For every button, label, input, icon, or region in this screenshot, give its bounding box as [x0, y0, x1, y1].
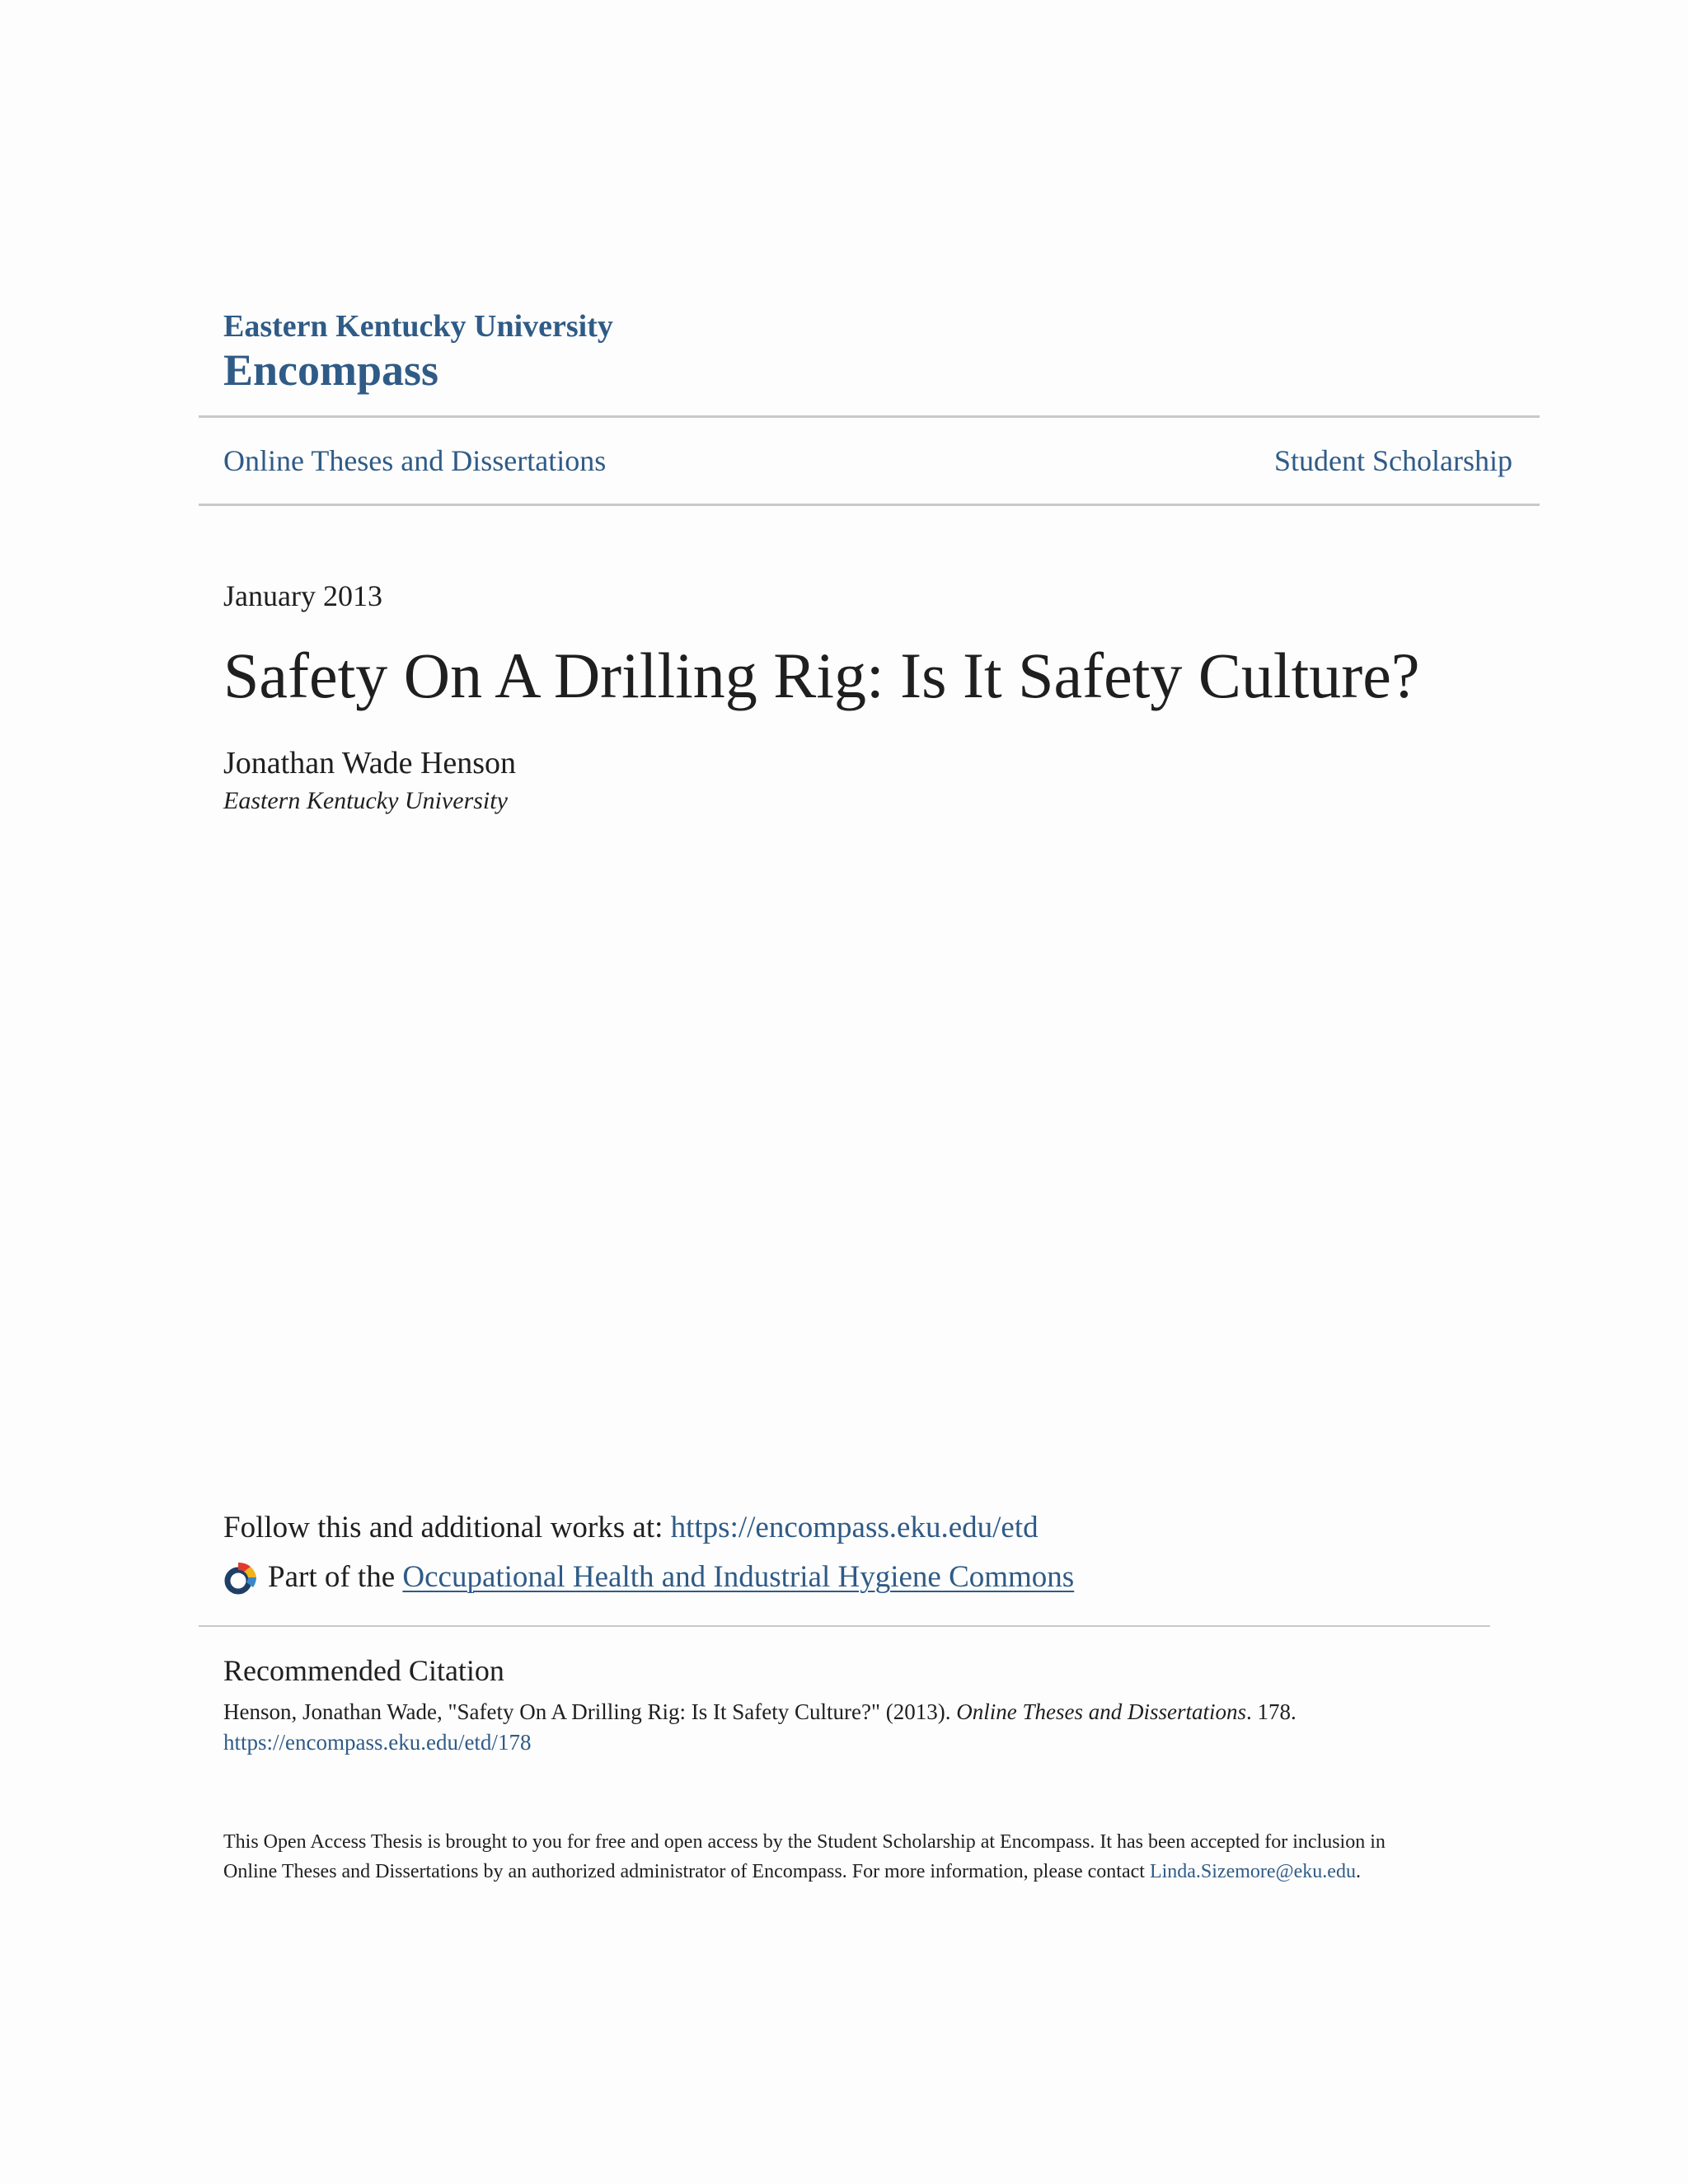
- institution-name: Eastern Kentucky University: [223, 309, 613, 344]
- commons-link[interactable]: Occupational Health and Industrial Hygiene Commons: [402, 1560, 1075, 1594]
- paper-title: Safety On A Drilling Rig: Is It Safety Culture?: [223, 640, 1420, 711]
- divider-top: [199, 415, 1540, 418]
- author-name: Jonathan Wade Henson: [223, 746, 517, 780]
- citation-body: Henson, Jonathan Wade, "Safety On A Drilling Rig: Is It Safety Culture?" (2013).: [223, 1699, 957, 1724]
- citation-number: . 178.: [1246, 1699, 1296, 1724]
- footer-notice-line2: [223, 1858, 1361, 1886]
- follow-prefix: Follow this and additional works at:: [223, 1511, 671, 1544]
- author-affiliation: Eastern Kentucky University: [223, 787, 508, 814]
- citation-heading: Recommended Citation: [223, 1654, 504, 1687]
- citation-url-link[interactable]: https://encompass.eku.edu/etd/178: [223, 1730, 532, 1755]
- divider-middle: [199, 504, 1540, 506]
- commons-prefix: Part of the: [268, 1560, 396, 1594]
- repository-name: Encompass: [223, 345, 439, 395]
- citation-series: Online Theses and Dissertations: [956, 1699, 1246, 1724]
- contact-email-link[interactable]: Linda.Sizemore@eku.edu: [1149, 1861, 1356, 1882]
- publication-date: January 2013: [223, 579, 382, 612]
- citation-text: [223, 1697, 1296, 1727]
- footer-line2-suffix: .: [1355, 1861, 1361, 1882]
- follow-line: [223, 1508, 1039, 1548]
- follow-url-link[interactable]: https://encompass.eku.edu/etd: [670, 1511, 1039, 1544]
- footer-notice-line1: This Open Access Thesis is brought to you for free and open access by the Student Scholarship at Encompass. It has been accepted for inclusion in: [223, 1831, 1386, 1853]
- footer-line2-text: Online Theses and Dissertations by an authorized administrator of Encompass. For more information, please contact: [223, 1861, 1150, 1882]
- divider-bottom: [199, 1625, 1490, 1627]
- student-scholarship-link[interactable]: Student Scholarship: [1274, 444, 1512, 477]
- series-link[interactable]: Online Theses and Dissertations: [223, 444, 607, 477]
- commons-line: [223, 1558, 1074, 1597]
- network-commons-icon: [223, 1559, 260, 1596]
